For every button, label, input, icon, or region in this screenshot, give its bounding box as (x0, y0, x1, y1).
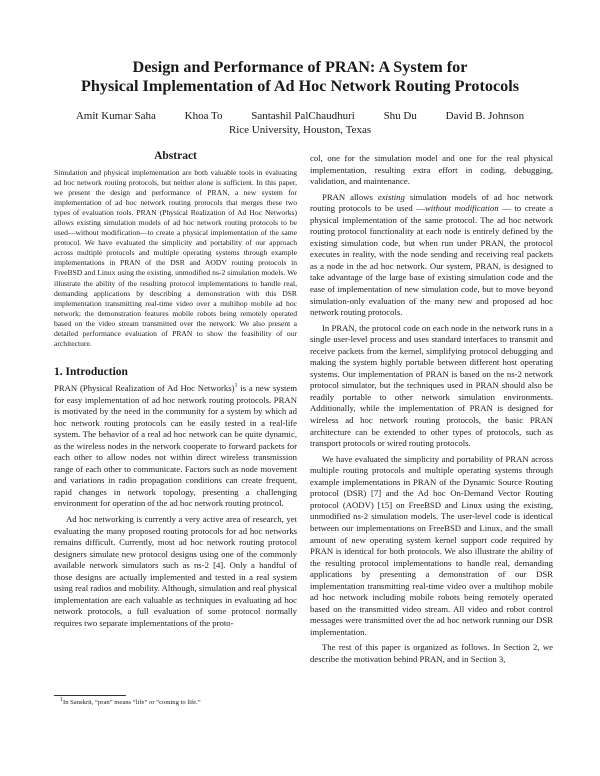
author-list (0, 109, 600, 123)
right-paragraph-2: In PRAN, the protocol code on each node in the network runs in a single user-level process and uses standard interfaces to transmit and receive packets from the kernel, simplifying protocol debugging and making the system highly portable between different host operating systems. Our implementation of PRAN is based on the ns-2 network protocol simulator, but the techniques used in PRAN should also be readily portable to other network simulation environments. Additionally, while the implementation of PRAN is designed for wireless ad hoc network routing protocols, the basic PRAN architecture can be extended to other types of protocols, such as transport protocols or wired routing protocols. (310, 322, 553, 449)
right-p1-b: simulation models of ad hoc network routing protocols to be used — (310, 191, 553, 214)
paper-title (0, 58, 600, 96)
title-line-1: Design and Performance of PRAN: A System for (132, 58, 468, 76)
section-heading-introduction: 1. Introduction (54, 366, 128, 378)
abstract-text: Simulation and physical implementation are both valuable tools in evaluating ad hoc network routing protocols, but neither alone is sufficient. In this paper, we present the design and performance of PRAN, a new system for implementation of ad hoc network routing protocols that merges these two types of evaluation tools. PRAN (Physical Realization of Ad Hoc Networks) allows existing simulation models of ad hoc network routing protocols to be used—without modification—to create a physical implementation of the same protocol. We have evaluated the simplicity and portability of our approach across multiple protocols and multiple operating systems through example implementations in PRAN of the DSR and AODV routing protocols in FreeBSD and Linux using the existing, unmodified ns-2 simulation models. We illustrate the ability of the resulting protocol implementations to handle real, demanding applications by describing a demonstration with this DSR implementation transmitting real-time video over a multihop mobile ad hoc network; the demonstration features mobile robots being remotely operated based on the video stream transmitted over the network. We also present a detailed performance evaluation of PRAN to show the feasibility of our architecture. (54, 168, 297, 348)
intro-right-column (310, 153, 553, 670)
right-p1-em-without-modification: without modification (425, 203, 499, 214)
intro-p1-start: PRAN (Physical Realization of Ad Hoc Networks) (54, 383, 235, 393)
footnote-rule (54, 695, 126, 696)
right-p1-em-existing: existing (377, 191, 405, 202)
abstract-heading: Abstract (154, 150, 197, 162)
author-1: Amit Kumar Saha (75, 110, 156, 122)
author-2: Khoa To (184, 110, 223, 122)
footnote (54, 696, 303, 707)
affiliation: Rice University, Houston, Texas (228, 124, 372, 136)
author-5: David B. Johnson (445, 110, 525, 122)
intro-paragraph-2: Ad hoc networking is currently a very active area of research, yet evaluating the many proposed routing protocols for ad hoc networks remains difficult. Currently, most ad hoc network routing protocol designers simulate new protocol designs using one of the commonly available network simulators such as ns-2 [4]. Only a handful of those designs are actually implemented and tested in a real system using real radios and mobility. Although, simulation and real physical implementation are each valuable as techniques in evaluating ad hoc network protocols, a full evaluation of some protocol normally requires two separate implementations of the proto- (54, 514, 297, 628)
right-paragraph-1 (310, 192, 553, 319)
footnote-number: 1 (60, 696, 63, 703)
right-paragraph-4: The rest of this paper is organized as follows. In Section 2, we describe the motivation behind PRAN, and in Section 3, (310, 642, 553, 664)
intro-paragraph-1 (54, 383, 297, 510)
title-line-2: Physical Implementation of Ad Hoc Network Routing Protocols (80, 77, 520, 95)
right-paragraph-3: We have evaluated the simplicity and portability of PRAN across multiple routing protocols and multiple operating systems through example implementations in PRAN of the Dynamic Source Routing protocol (DSR) [7] and the Ad hoc On-Demand Vector Routing protocol (AODV) [15] on FreeBSD and Linux using the existing, unmodified ns-2 simulation models. The user-level code is identical between our implementations on FreeBSD and Linux, and the small amount of new operating system kernel support code required by PRAN is identical for both protocols. We also illustrate the ability of the resulting protocol implementations to handle real, demanding applications by presenting a demonstration of our DSR implementation transmitting real-time video over a multihop mobile ad hoc network including mobile robots being remotely operated based on the transmitted video stream. All video and robot control messages were transmitted over the ad hoc network running our DSR implementation. (310, 453, 553, 637)
author-3: Santashil PalChaudhuri (251, 110, 355, 122)
author-4: Shu Du (383, 110, 417, 122)
intro-p1-rest: is a new system for easy implementation of ad hoc network routing protocols. PRAN is motivated by the need in the community for a system by which ad hoc network routing protocols can be easily tested in a real-life system. The behavior of a real ad hoc network can be quite dynamic, as the wireless nodes in the network cooperate to forward packets for each other to allow nodes not within direct wireless transmission range of each other to communicate. Factors such as node movement and variations in radio propagation conditions can create frequent, rapid changes in network topology, presenting a challenging environment for operation of the ad hoc network routing protocol. (54, 383, 297, 509)
right-paragraph-0: col, one for the simulation model and one for the real physical implementation, resulting extra effort in coding, debugging, validation, and maintenance. (310, 153, 553, 187)
intro-left-column (54, 383, 297, 633)
footnote-text: In Sanskrit, “pran” means “life” or “coming to life.” (63, 699, 201, 706)
right-p1-c: — to create a physical implementation of the same protocol. The ad hoc network routing protocol functionality at each node is entirely defined by the existing simulation code, but when run under PRAN, the protocol executes in reality, with the node sending and receiving real packets as a node in the ad hoc network. Our system, PRAN, is designed to take advantage of the large base of existing simulation code and the ease of implementation of new simulation code, but to move beyond simulation-only evaluation of the many new and proposed ad hoc network routing protocols. (310, 203, 554, 318)
footnote-marker: 1 (234, 383, 238, 390)
right-p1-a: PRAN allows (322, 191, 378, 202)
